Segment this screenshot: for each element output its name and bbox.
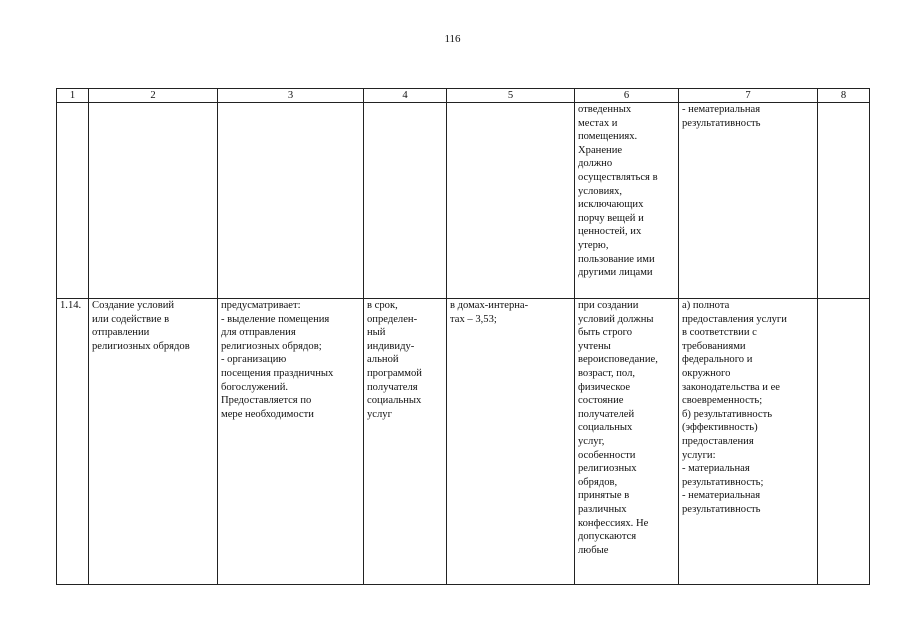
row1-number-cell — [57, 103, 89, 299]
row1-description-cell — [218, 103, 364, 299]
col-header-1: 1 — [57, 89, 89, 103]
col-header-4: 4 — [364, 89, 447, 103]
header-row — [57, 89, 870, 103]
row2-rate-cell: в домах-интерна- тах – 3,53; — [447, 299, 575, 585]
row1-rate-cell — [447, 103, 575, 299]
col-header-5: 5 — [447, 89, 575, 103]
row2-service-name-cell: Создание условий или содействие в отправлении религиозных обрядов — [89, 299, 218, 585]
col-header-7: 7 — [679, 89, 818, 103]
row1-conditions-cell: отведенных местах и помещениях. Хранение должно осуществляться в условиях, исключающих порчу вещей и ценностей, их утерю, пользование ими другими лицами — [575, 103, 679, 299]
table-row — [57, 103, 870, 299]
col-header-6: 6 — [575, 89, 679, 103]
row1-term-cell — [364, 103, 447, 299]
row1-service-name-cell — [89, 103, 218, 299]
row2-conditions-cell: при создании условий должны быть строго учтены вероисповедание, возраст, пол, физическое состояние получателей социальных услуг, особенности религиозных обрядов, принятые в различных конфессиях. Не допускаются любые — [575, 299, 679, 585]
row1-quality-indicators-cell: - нематериальная результативность — [679, 103, 818, 299]
col-header-3: 3 — [218, 89, 364, 103]
row2-col8-cell — [818, 299, 870, 585]
services-table — [56, 88, 870, 585]
row2-description-cell: предусматривает: - выделение помещения для отправления религиозных обрядов; - организацию посещения праздничных богослужений. Предоставляется по мере необходимости — [218, 299, 364, 585]
row2-quality-indicators-cell: а) полнота предоставления услуги в соответствии с требованиями федерального и окружного законодательства и ее своевременность; б) результативность (эффективность) предоставления услуги: - материальная результативность; - нематериальная результативность — [679, 299, 818, 585]
col-header-8: 8 — [818, 89, 870, 103]
col-header-2: 2 — [89, 89, 218, 103]
row2-number-cell: 1.14. — [57, 299, 89, 585]
table-row — [57, 299, 870, 585]
row2-term-cell: в срок, определен- ный индивиду- альной программой получателя социальных услуг — [364, 299, 447, 585]
row1-col8-cell — [818, 103, 870, 299]
page-number: 116 — [444, 33, 461, 45]
